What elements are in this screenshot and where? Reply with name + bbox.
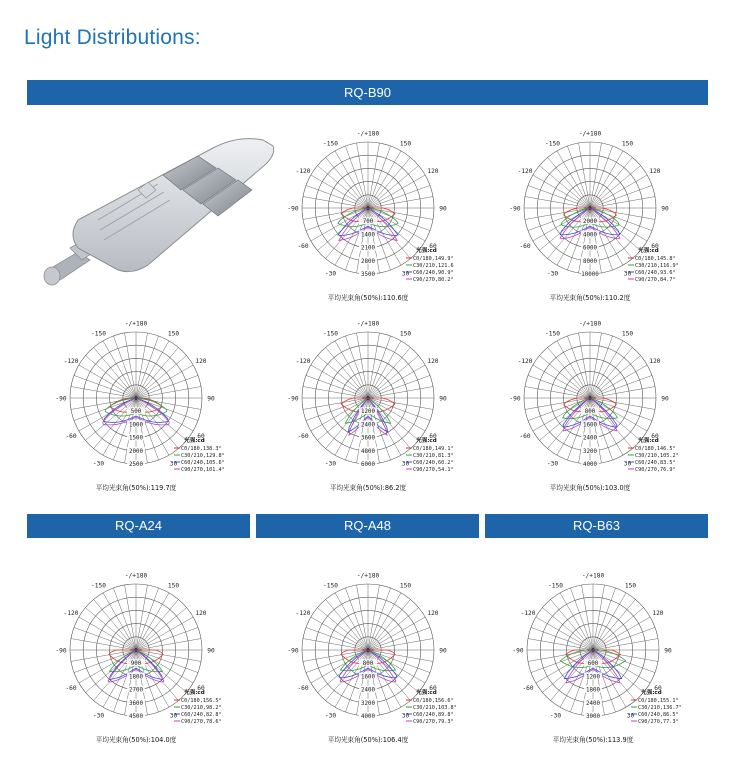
legend-entry: C30/210,121.6 <box>413 263 454 269</box>
angle-label: 90 <box>664 647 672 655</box>
radial-label: 4800 <box>361 448 375 455</box>
angle-label: -120 <box>63 610 79 617</box>
beam-angle-caption: 平均光束角(50%):104.0度 <box>95 736 177 744</box>
radial-label: 3600 <box>129 700 143 707</box>
angle-label: 60 <box>429 433 437 440</box>
radial-label: 1000 <box>129 422 143 429</box>
section-header-rq-a24: RQ-A24 <box>27 514 250 538</box>
angle-label: -150 <box>323 330 338 338</box>
angle-label: -150 <box>545 330 560 338</box>
radial-label: 1200 <box>361 409 375 416</box>
angle-label: -120 <box>63 358 79 365</box>
legend-entry: C0/180,138.3° <box>181 446 222 452</box>
angle-label: -150 <box>91 330 106 338</box>
angle-label: 90 <box>207 647 215 655</box>
radial-label-zero: 0 <box>134 396 138 402</box>
angle-label: -120 <box>295 610 311 617</box>
legend-heading: 光强:cd <box>416 690 437 696</box>
legend-entry: C60/240,90.9° <box>413 270 454 276</box>
angle-label: -/+180 <box>124 572 148 580</box>
angle-label: -30 <box>92 460 105 468</box>
polar-diagram-rq-a24 <box>55 570 230 746</box>
radial-label: 2700 <box>129 687 143 694</box>
legend-entry: C90/270,80.2° <box>413 277 454 283</box>
angle-label: -60 <box>297 685 309 692</box>
angle-label: 150 <box>167 582 180 590</box>
angle-label: -150 <box>545 140 560 148</box>
polar-diagram-rq-b90-4 <box>287 318 462 494</box>
polar-diagram-rq-a48 <box>287 570 462 746</box>
angle-label: 30 <box>401 270 410 278</box>
angle-label: -120 <box>295 168 311 175</box>
radial-label: 2500 <box>129 462 143 468</box>
beam-angle-caption: 平均光束角(50%):86.2度 <box>329 484 407 492</box>
legend-heading: 光强:cd <box>641 690 662 696</box>
radial-label: 2400 <box>586 700 600 707</box>
radial-label: 1400 <box>361 232 375 239</box>
angle-label: 30 <box>623 270 632 278</box>
legend-entry: C60/240,86.5° <box>638 712 679 718</box>
angle-label: 60 <box>651 433 659 440</box>
legend-entry: C90/270,101.4° <box>181 467 225 473</box>
radial-label: 1600 <box>361 674 375 681</box>
legend-entry: C0/180,146.5° <box>635 446 676 452</box>
angle-label: -60 <box>297 243 309 250</box>
street-light-image <box>38 120 278 300</box>
radial-label: 2100 <box>361 245 375 252</box>
legend-heading: 光强:cd <box>638 438 659 444</box>
angle-label: -/+180 <box>356 320 380 328</box>
radial-label: 4000 <box>361 714 375 720</box>
angle-label: 90 <box>661 395 669 403</box>
legend-entry: C60/240,82.8° <box>181 712 222 718</box>
radial-label: 4000 <box>583 462 597 468</box>
angle-label: 150 <box>167 330 180 338</box>
radial-label: 500 <box>130 409 142 416</box>
radial-label-zero: 0 <box>591 648 595 654</box>
legend-entry: C0/180,145.8° <box>635 256 676 262</box>
legend-heading: 光强:cd <box>184 690 205 696</box>
beam-angle-caption: 平均光束角(50%):119.7度 <box>95 484 177 492</box>
angle-label: -30 <box>546 460 559 468</box>
angle-label: 150 <box>399 140 412 148</box>
radial-label-zero: 0 <box>588 396 592 402</box>
angle-label: -150 <box>91 582 106 590</box>
polar-diagram-rq-b90-3 <box>55 318 230 494</box>
angle-label: 90 <box>439 647 447 655</box>
polar-chart <box>509 318 684 494</box>
legend-entry: C30/210,81.3° <box>413 453 454 459</box>
legend-entry: C0/180,156.6° <box>413 698 454 704</box>
angle-label: -120 <box>517 168 533 175</box>
angle-label: -120 <box>520 610 536 617</box>
polar-chart <box>287 318 462 494</box>
radial-label: 3200 <box>361 700 375 707</box>
legend-entry: C0/180,155.1° <box>638 698 679 704</box>
angle-label: 60 <box>429 685 437 692</box>
angle-label: 30 <box>169 460 178 468</box>
angle-label: -90 <box>509 395 521 403</box>
legend-entry: C60/240,105.6° <box>181 460 225 466</box>
legend-heading: 光强:cd <box>416 248 437 254</box>
angle-label: -/+180 <box>356 130 380 138</box>
legend-entry: C90/270,79.3° <box>413 719 454 725</box>
angle-label: -150 <box>548 582 563 590</box>
angle-label: 120 <box>649 358 661 365</box>
beam-angle-caption: 平均光束角(50%):106.4度 <box>327 736 409 744</box>
radial-label: 2400 <box>583 435 597 442</box>
legend-heading: 光强:cd <box>184 438 205 444</box>
angle-label: 60 <box>197 433 205 440</box>
angle-label: 150 <box>624 582 637 590</box>
radial-label: 8000 <box>583 258 597 265</box>
angle-label: 150 <box>399 582 412 590</box>
legend-entry: C0/180,149.1° <box>413 446 454 452</box>
legend-entry: C30/210,116.9° <box>635 263 679 269</box>
radial-label: 4500 <box>129 714 143 720</box>
angle-label: 120 <box>195 610 207 617</box>
angle-label: -90 <box>55 395 67 403</box>
angle-label: 150 <box>621 330 634 338</box>
angle-label: 30 <box>169 712 178 720</box>
angle-label: -90 <box>287 205 299 213</box>
angle-label: -90 <box>55 647 67 655</box>
angle-label: -60 <box>65 433 77 440</box>
radial-label: 3500 <box>361 272 375 278</box>
angle-label: 120 <box>427 610 439 617</box>
polar-chart <box>287 570 462 746</box>
angle-label: -60 <box>519 243 531 250</box>
radial-label: 1800 <box>129 674 143 681</box>
angle-label: 150 <box>399 330 412 338</box>
legend-entry: C30/210,103.8° <box>413 705 457 711</box>
radial-label: 10000 <box>581 272 599 278</box>
radial-label: 4000 <box>583 232 597 239</box>
angle-label: -/+180 <box>356 572 380 580</box>
legend-entry: C90/270,78.6° <box>181 719 222 725</box>
legend-entry: C30/210,98.2° <box>181 705 222 711</box>
angle-label: 90 <box>661 205 669 213</box>
polar-diagram-rq-b90-2 <box>509 128 684 304</box>
angle-label: -60 <box>65 685 77 692</box>
legend-entry: C90/270,54.1° <box>413 467 454 473</box>
legend-entry: C30/210,105.2° <box>635 453 679 459</box>
radial-label: 3000 <box>586 714 600 720</box>
radial-label: 800 <box>362 661 374 668</box>
radial-label: 6000 <box>361 462 375 468</box>
angle-label: 90 <box>207 395 215 403</box>
angle-label: -60 <box>519 433 531 440</box>
angle-label: -150 <box>323 582 338 590</box>
radial-label: 6000 <box>583 245 597 252</box>
angle-label: -90 <box>287 395 299 403</box>
angle-label: 60 <box>651 243 659 250</box>
radial-label: 2400 <box>361 422 375 429</box>
angle-label: -30 <box>324 460 337 468</box>
angle-label: -/+180 <box>581 572 605 580</box>
radial-label: 2800 <box>361 258 375 265</box>
angle-label: 150 <box>621 140 634 148</box>
legend-entry: C90/270,77.3° <box>638 719 679 725</box>
radial-label: 1200 <box>586 674 600 681</box>
radial-label: 800 <box>584 409 596 416</box>
angle-label: -/+180 <box>124 320 148 328</box>
legend-entry: C60/240,93.6° <box>635 270 676 276</box>
radial-label: 1600 <box>583 422 597 429</box>
legend-heading: 光强:cd <box>638 248 659 254</box>
angle-label: -30 <box>324 270 337 278</box>
angle-label: 120 <box>649 168 661 175</box>
radial-label: 3600 <box>361 435 375 442</box>
angle-label: 60 <box>429 243 437 250</box>
radial-label: 600 <box>587 661 599 668</box>
beam-angle-caption: 平均光束角(50%):110.2度 <box>549 294 631 302</box>
polar-chart <box>509 128 684 304</box>
radial-label-zero: 0 <box>366 206 370 212</box>
angle-label: 90 <box>439 395 447 403</box>
angle-label: 60 <box>654 685 662 692</box>
polar-chart <box>512 570 687 746</box>
legend-entry: C60/240,83.5° <box>635 460 676 466</box>
angle-label: -90 <box>287 647 299 655</box>
angle-label: 120 <box>427 358 439 365</box>
angle-label: 30 <box>401 460 410 468</box>
legend-entry: C60/240,60.2° <box>413 460 454 466</box>
angle-label: -120 <box>517 358 533 365</box>
legend-entry: C30/210,136.7° <box>638 705 682 711</box>
legend-entry: C90/270,84.7° <box>635 277 676 283</box>
angle-label: -/+180 <box>578 130 602 138</box>
radial-label: 2000 <box>129 448 143 455</box>
legend-entry: C30/210,129.8° <box>181 453 225 459</box>
angle-label: 60 <box>197 685 205 692</box>
beam-angle-caption: 平均光束角(50%):110.6度 <box>327 294 409 302</box>
radial-label: 1800 <box>586 687 600 694</box>
angle-label: 30 <box>623 460 632 468</box>
radial-label-zero: 0 <box>366 648 370 654</box>
polar-chart <box>287 128 462 304</box>
polar-chart <box>55 570 230 746</box>
radial-label-zero: 0 <box>134 648 138 654</box>
angle-label: 30 <box>626 712 635 720</box>
angle-label: -60 <box>297 433 309 440</box>
legend-entry: C90/270,76.9° <box>635 467 676 473</box>
legend-entry: C0/180,156.5° <box>181 698 222 704</box>
angle-label: 120 <box>427 168 439 175</box>
angle-label: -/+180 <box>578 320 602 328</box>
legend-entry: C60/240,89.8° <box>413 712 454 718</box>
angle-label: 30 <box>401 712 410 720</box>
page-title: Light Distributions: <box>24 26 201 49</box>
angle-label: 120 <box>195 358 207 365</box>
angle-label: -120 <box>295 358 311 365</box>
polar-chart <box>55 318 230 494</box>
angle-label: -60 <box>522 685 534 692</box>
radial-label: 900 <box>130 661 142 668</box>
angle-label: -30 <box>324 712 337 720</box>
angle-label: -150 <box>323 140 338 148</box>
angle-label: -90 <box>509 205 521 213</box>
radial-label: 700 <box>362 219 374 226</box>
radial-label: 3200 <box>583 448 597 455</box>
legend-heading: 光强:cd <box>416 438 437 444</box>
beam-angle-caption: 平均光束角(50%):113.9度 <box>552 736 634 744</box>
angle-label: -30 <box>549 712 562 720</box>
legend-entry: C0/180,149.9° <box>413 256 454 262</box>
radial-label: 2000 <box>583 219 597 226</box>
polar-diagram-rq-b63 <box>512 570 687 746</box>
angle-label: 120 <box>652 610 664 617</box>
beam-angle-caption: 平均光束角(50%):103.0度 <box>549 484 631 492</box>
section-header-rq-a48: RQ-A48 <box>256 514 479 538</box>
radial-label: 1500 <box>129 435 143 442</box>
polar-diagram-rq-b90-5 <box>509 318 684 494</box>
angle-label: -30 <box>546 270 559 278</box>
radial-label: 2400 <box>361 687 375 694</box>
radial-label-zero: 0 <box>366 396 370 402</box>
angle-label: 90 <box>439 205 447 213</box>
radial-label-zero: 0 <box>588 206 592 212</box>
angle-label: -90 <box>512 647 524 655</box>
polar-diagram-rq-b90-1 <box>287 128 462 304</box>
section-header-rq-b63: RQ-B63 <box>485 514 708 538</box>
angle-label: -30 <box>92 712 105 720</box>
section-header-rq-b90: RQ-B90 <box>27 80 708 105</box>
